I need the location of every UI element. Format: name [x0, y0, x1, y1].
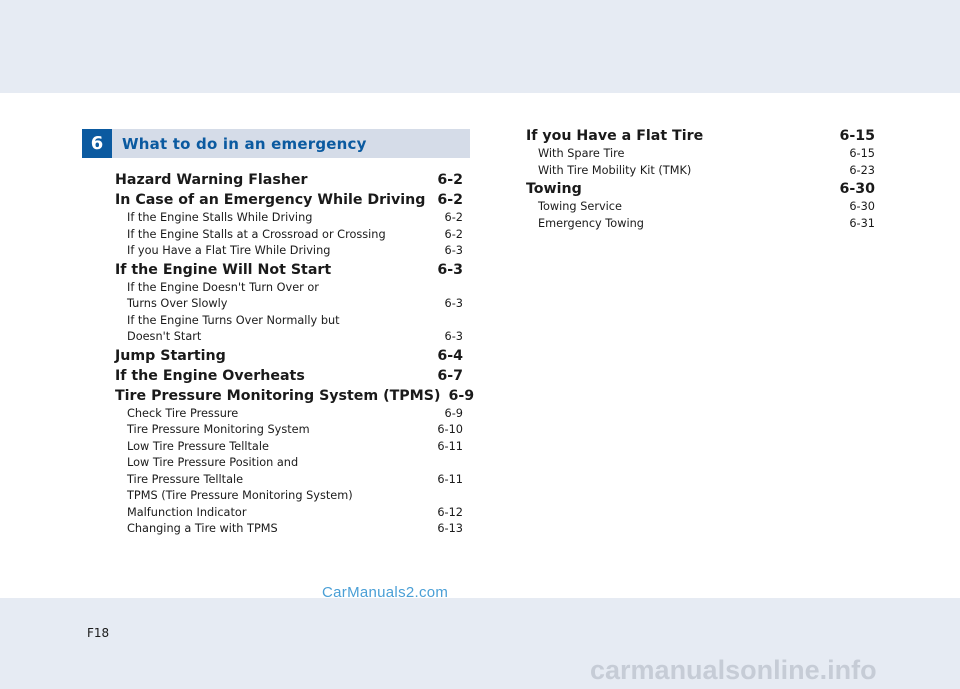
toc-entry-title: Turns Over Slowly	[127, 297, 228, 310]
toc-entry-title: Tire Pressure Telltale	[127, 472, 244, 486]
toc-right-column	[526, 126, 875, 232]
toc-entry-title: Malfunction Indicator	[127, 505, 247, 519]
toc-subentry[interactable]	[115, 280, 463, 297]
toc-section-entry[interactable]	[115, 190, 463, 210]
toc-page-number: 6-3	[444, 330, 463, 343]
toc-subentry[interactable]	[115, 227, 463, 244]
toc-page-number: 6-9	[444, 406, 463, 420]
toc-entry-title: If you Have a Flat Tire While Driving	[127, 244, 331, 257]
toc-subentry[interactable]	[115, 313, 463, 330]
toc-entry-title: In Case of an Emergency While Driving	[115, 192, 426, 208]
toc-entry-title: With Tire Mobility Kit (TMK)	[538, 163, 692, 177]
top-band	[0, 0, 960, 93]
toc-subentry[interactable]	[115, 439, 463, 456]
toc-page-number: 6-30	[839, 181, 875, 197]
toc-entry-title: Tire Pressure Monitoring System	[127, 423, 310, 436]
toc-subentry[interactable]	[115, 521, 463, 538]
toc-page-number: 6-10	[437, 423, 463, 436]
toc-entry-title: With Spare Tire	[538, 147, 625, 160]
toc-subentry[interactable]	[115, 505, 463, 522]
toc-subentry[interactable]	[526, 163, 875, 180]
toc-page-number: 6-3	[437, 261, 463, 278]
toc-entry-title: Low Tire Pressure Position and	[127, 456, 299, 469]
toc-page-number: 6-3	[444, 297, 463, 310]
toc-section-entry[interactable]	[115, 346, 463, 366]
toc-page-number: 6-9	[448, 387, 475, 404]
toc-entry-title: Jump Starting	[115, 347, 226, 364]
toc-section-entry[interactable]	[526, 126, 875, 146]
toc-section-entry[interactable]	[526, 179, 875, 199]
toc-subentry[interactable]	[115, 210, 463, 227]
toc-subentry[interactable]	[115, 422, 463, 439]
toc-section-entry[interactable]	[115, 366, 463, 386]
chapter-header	[82, 129, 470, 158]
toc-page-number: 6-30	[849, 200, 875, 213]
toc-subentry[interactable]	[115, 488, 463, 505]
toc-page-number: 6-2	[437, 192, 463, 208]
toc-entry-title: Low Tire Pressure Telltale	[127, 439, 269, 453]
toc-page-number: 6-2	[444, 227, 463, 241]
toc-entry-title: If the Engine Turns Over Normally but	[127, 313, 340, 327]
toc-page-number: 6-12	[437, 505, 463, 519]
toc-entry-title: If the Engine Overheats	[115, 367, 305, 384]
toc-entry-title: Tire Pressure Monitoring System (TPMS)	[115, 387, 441, 404]
toc-subentry[interactable]	[115, 296, 463, 313]
toc-entry-title: If the Engine Stalls While Driving	[127, 211, 313, 224]
toc-subentry[interactable]	[115, 455, 463, 472]
toc-page-number: 6-15	[849, 147, 875, 160]
toc-page-number: 6-2	[437, 172, 463, 188]
toc-entry-title: Towing Service	[538, 200, 622, 213]
chapter-number: 6	[82, 129, 112, 158]
toc-entry-title: Check Tire Pressure	[127, 406, 239, 420]
toc-subentry[interactable]	[526, 146, 875, 163]
toc-entry-title: Hazard Warning Flasher	[115, 172, 308, 188]
toc-page-number: 6-11	[437, 472, 463, 486]
toc-subentry[interactable]	[526, 199, 875, 216]
toc-subentry[interactable]	[115, 406, 463, 423]
toc-page-number: 6-23	[849, 163, 875, 177]
toc-entry-title: If the Engine Doesn't Turn Over or	[127, 280, 319, 294]
toc-page-number: 6-4	[437, 347, 463, 364]
toc-section-entry[interactable]	[115, 260, 463, 280]
toc-entry-title: Towing	[526, 181, 582, 197]
carmanuals-watermark[interactable]: CarManuals2.com	[322, 584, 449, 601]
toc-section-entry[interactable]	[115, 386, 475, 406]
toc-section-entry[interactable]	[115, 170, 463, 190]
carmanualsonline-watermark[interactable]: carmanualsonline.info	[590, 655, 877, 685]
chapter-title: What to do in an emergency	[112, 129, 470, 158]
toc-subentry[interactable]	[115, 329, 463, 346]
toc-page-number: 6-13	[437, 522, 463, 535]
toc-left-column	[115, 170, 475, 538]
toc-entry-title: Emergency Towing	[538, 216, 644, 230]
toc-page-number: 6-3	[444, 244, 463, 257]
toc-entry-title: Changing a Tire with TPMS	[127, 522, 278, 535]
toc-subentry[interactable]	[526, 216, 875, 233]
toc-page-number: 6-2	[444, 211, 463, 224]
toc-entry-title: TPMS (Tire Pressure Monitoring System)	[127, 489, 353, 502]
toc-entry-title: If the Engine Stalls at a Crossroad or Crossing	[127, 227, 386, 241]
toc-subentry[interactable]	[115, 243, 463, 260]
toc-entry-title: Doesn't Start	[127, 330, 202, 343]
toc-entry-title: If the Engine Will Not Start	[115, 261, 332, 278]
toc-entry-title: If you Have a Flat Tire	[526, 128, 704, 144]
toc-page-number: 6-31	[849, 216, 875, 230]
toc-page-number: 6-7	[437, 367, 463, 384]
toc-page-number: 6-11	[437, 439, 463, 453]
page-code: F18	[87, 626, 110, 640]
toc-subentry[interactable]	[115, 472, 463, 489]
toc-page-number: 6-15	[839, 128, 875, 144]
